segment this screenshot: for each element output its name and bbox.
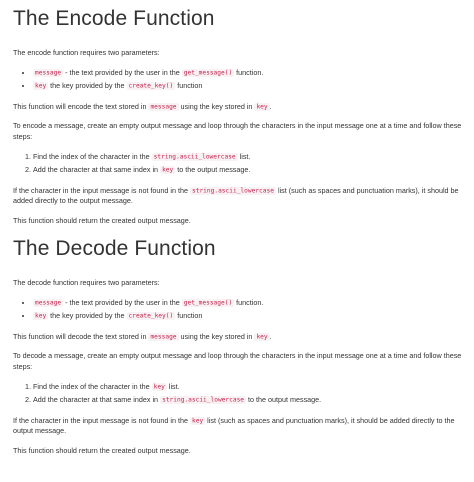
decode-not-found: If the character in the input message is not found in the key list (such as spaces and punctuation marks), it should be added directly to the output message.: [13, 415, 455, 436]
inline-code: message: [150, 103, 177, 111]
inline-code: string.ascii_lowercase: [192, 187, 274, 195]
list-item: • message - the text provided by the user in the get_message() function.: [33, 298, 462, 309]
encode-intro: The encode function requires two parameters:: [13, 48, 160, 58]
inline-code: key: [162, 166, 174, 174]
decode-return: This function should return the created output message.: [13, 446, 191, 456]
encode-section: [13, 6, 462, 227]
inline-code: key: [256, 103, 268, 111]
decode-section: [13, 236, 462, 457]
list-item: 2. Add the character at that same index in string.ascii_lowercase to the output message.: [33, 395, 462, 406]
encode-heading: The Encode Function: [13, 7, 215, 30]
decode-description: This function will decode the text stored in message using the key stored in key .: [13, 331, 272, 341]
decode-heading: The Decode Function: [13, 236, 216, 260]
inline-code: get_message(): [183, 69, 233, 77]
inline-code: key: [153, 383, 165, 391]
inline-code: message: [150, 333, 177, 341]
encode-description: This function will encode the text stored in message using the key stored in key .: [13, 101, 272, 111]
list-item: 2. Add the character at that same index in key to the output message.: [33, 165, 462, 176]
inline-code: message: [35, 299, 62, 307]
encode-params-list: [13, 68, 462, 92]
list-item: • key the key provided by the create_key() function: [33, 81, 462, 92]
list-item: • key the key provided by the create_key() function: [33, 311, 462, 322]
list-item: 1. Find the index of the character in the string.ascii_lowercase list.: [33, 152, 462, 163]
decode-intro: The decode function requires two parameters:: [13, 278, 160, 288]
inline-code: create_key(): [128, 82, 174, 90]
encode-process: To encode a message, create an empty output message and loop through the characters in the input message one at a time and follow these steps:: [13, 121, 462, 142]
inline-code: key: [35, 82, 47, 90]
inline-code: create_key(): [128, 312, 174, 320]
inline-code: string.ascii_lowercase: [153, 153, 236, 161]
inline-code: key: [35, 312, 47, 320]
decode-steps-list: [13, 382, 462, 406]
list-item: • message - the text provided by the user in the get_message() function.: [33, 68, 462, 79]
decode-process: To decode a message, create an empty output message and loop through the characters in the input message one at a time and follow these steps:: [13, 351, 462, 372]
encode-return: This function should return the created output message.: [13, 216, 191, 226]
inline-code: message: [35, 69, 62, 77]
inline-code: get_message(): [183, 299, 233, 307]
decode-params-list: [13, 298, 462, 322]
inline-code: key: [192, 417, 204, 425]
encode-steps-list: [13, 152, 462, 176]
inline-code: key: [256, 333, 268, 341]
encode-not-found: If the character in the input message is not found in the string.ascii_lowercase list (such as spaces and punctuation marks), it should be added directly to the output message.: [13, 185, 459, 206]
inline-code: string.ascii_lowercase: [162, 396, 245, 404]
list-item: 1. Find the index of the character in the key list.: [33, 382, 462, 393]
